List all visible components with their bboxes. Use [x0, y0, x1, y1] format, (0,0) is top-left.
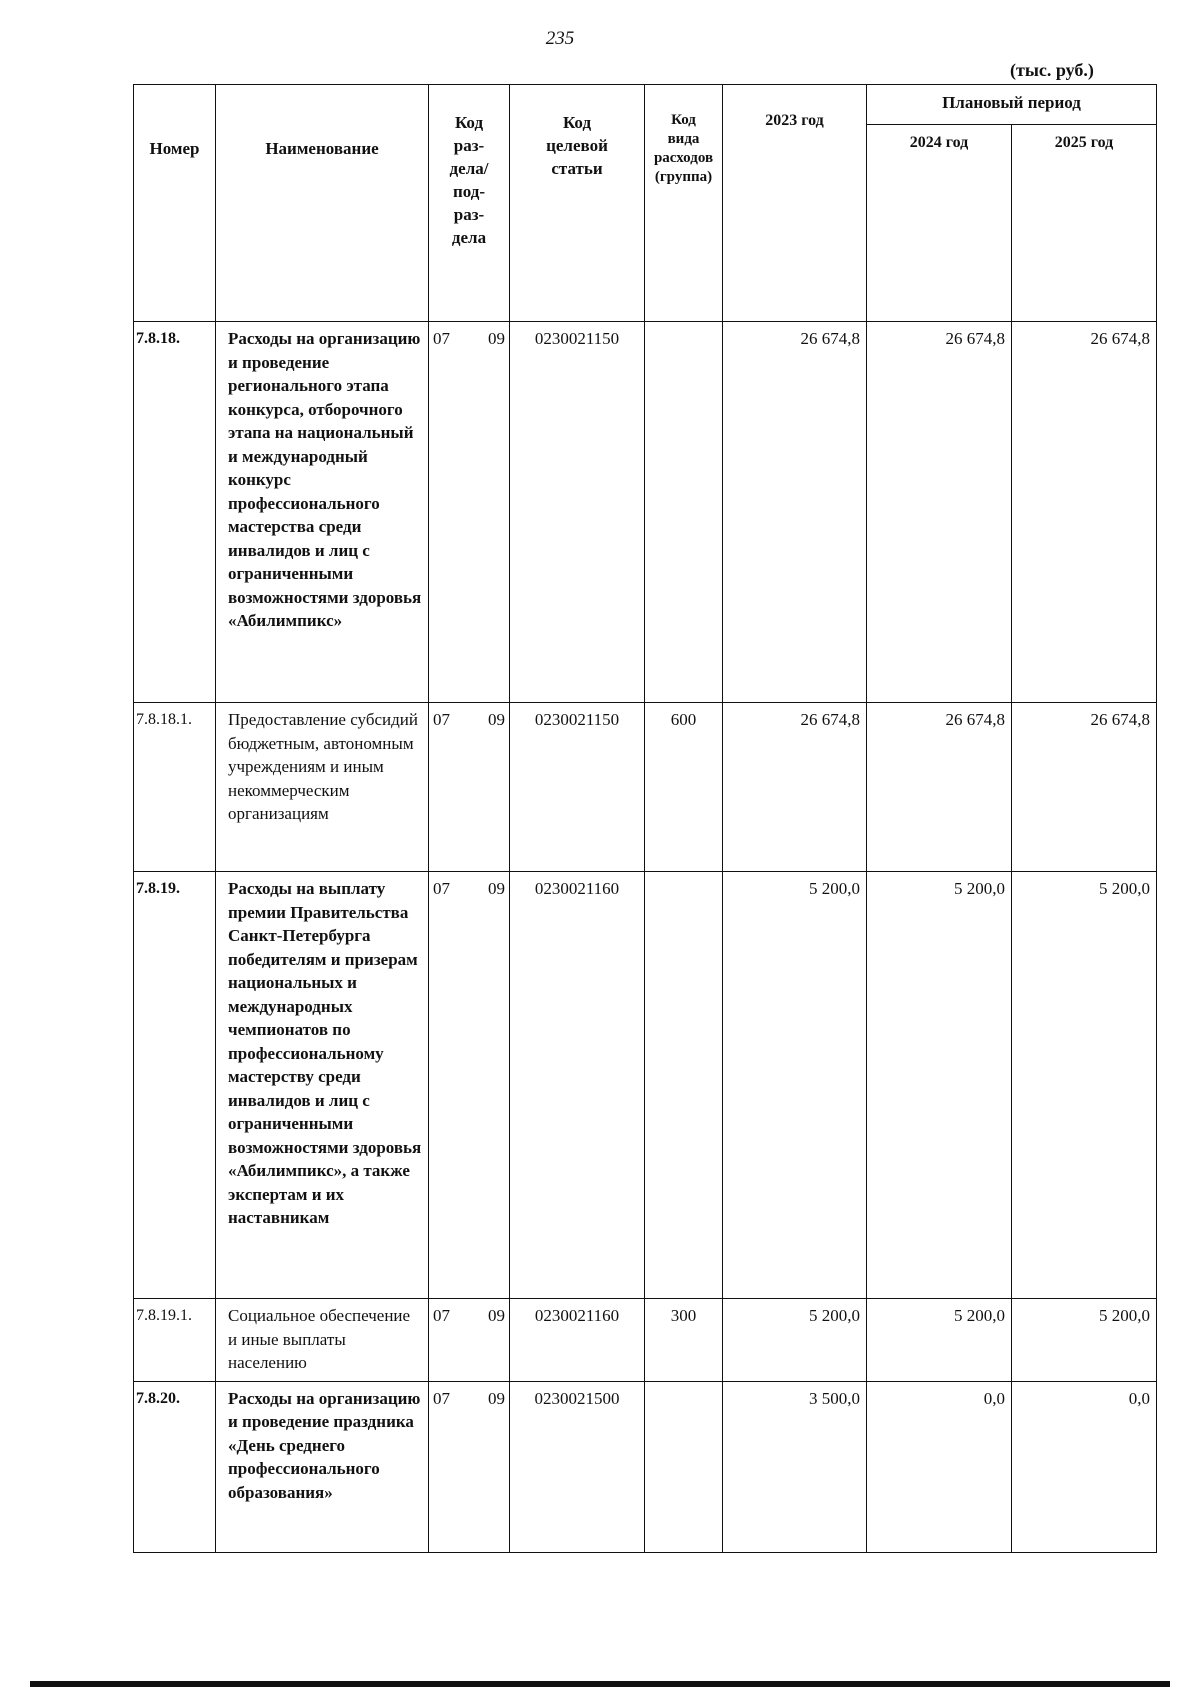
row-name: Расходы на организацию и проведение регионального этапа конкурса, отборочного этапа на национальный и международный конкурс профессионального мастерства среди инвалидов и лиц с ограниченными возможностями здоровья «Абилимпикс»: [216, 322, 429, 703]
row-section-code: [429, 1381, 510, 1552]
row-section-code: [429, 703, 510, 872]
section: 07: [433, 1388, 450, 1408]
header-target-code: [510, 85, 645, 322]
page-number: 235: [545, 28, 575, 49]
table-row: [134, 1381, 1157, 1552]
row-2024: 26 674,8: [867, 322, 1012, 703]
row-section-code: [429, 872, 510, 1299]
row-2024: 5 200,0: [867, 872, 1012, 1299]
row-2024: 0,0: [867, 1381, 1012, 1552]
row-2025: 26 674,8: [1012, 703, 1157, 872]
row-2024: 26 674,8: [867, 703, 1012, 872]
table-row: [134, 703, 1157, 872]
row-name: Расходы на организацию и проведение праздника «День среднего профессионального образования»: [216, 1381, 429, 1552]
row-target-code: 0230021150: [510, 703, 645, 872]
header-section-line: раз-: [453, 205, 485, 224]
table-row: [134, 322, 1157, 703]
row-name: Социальное обеспечение и иные выплаты населению: [216, 1299, 429, 1382]
header-target-line: статьи: [551, 159, 603, 178]
row-target-code: 0230021500: [510, 1381, 645, 1552]
row-2025: 5 200,0: [1012, 872, 1157, 1299]
row-2023: 5 200,0: [723, 872, 867, 1299]
footer-rule: [30, 1681, 1170, 1687]
row-section-code: [429, 1299, 510, 1382]
header-section-line: дела: [451, 228, 487, 247]
row-expense-code: [645, 872, 723, 1299]
header-section-code: [429, 85, 510, 322]
header-expense-code: [645, 85, 723, 322]
row-2025: 5 200,0: [1012, 1299, 1157, 1382]
row-number: 7.8.19.: [134, 872, 216, 1299]
row-2024: 5 200,0: [867, 1299, 1012, 1382]
section: 07: [433, 329, 450, 348]
section: 07: [433, 879, 450, 898]
header-section-line: раз-: [453, 136, 485, 155]
row-number: 7.8.20.: [134, 1381, 216, 1552]
section: 07: [433, 1306, 450, 1325]
header-year-2023: 2023 год: [723, 85, 867, 322]
row-name: Расходы на выплату премии Правительства Санкт-Петербурга победителям и призерам национальных и международных чемпионатов по профессиональному мастерству среди инвалидов и лиц с ограниченными возможностями здоровья «Абилимпикс», а также экспертам и их наставникам: [216, 872, 429, 1299]
header-expense-line: расходов: [653, 150, 714, 166]
header-number: Номер: [134, 85, 216, 322]
subsection: 09: [488, 329, 505, 348]
row-2023: 3 500,0: [723, 1381, 867, 1552]
row-2023: 26 674,8: [723, 703, 867, 872]
row-section-code: [429, 322, 510, 703]
row-target-code: 0230021160: [510, 872, 645, 1299]
row-target-code: 0230021160: [510, 1299, 645, 1382]
row-number: 7.8.19.1.: [134, 1299, 216, 1382]
row-expense-code: 600: [645, 703, 723, 872]
header-year-2024: 2024 год: [867, 125, 1012, 322]
header-planned-period: Плановый период: [867, 85, 1157, 125]
subsection: 09: [488, 1306, 505, 1325]
header-section-line: под-: [452, 182, 486, 201]
header-year-2025: 2025 год: [1012, 125, 1157, 322]
header-section-line: дела/: [449, 159, 489, 178]
row-2023: 5 200,0: [723, 1299, 867, 1382]
header-target-line: Код: [562, 113, 592, 132]
subsection: 09: [488, 879, 505, 898]
row-2023: 26 674,8: [723, 322, 867, 703]
row-expense-code: [645, 1381, 723, 1552]
header-expense-line: вида: [667, 131, 700, 147]
row-number: 7.8.18.1.: [134, 703, 216, 872]
row-2025: 0,0: [1012, 1381, 1157, 1552]
budget-table: [133, 84, 1157, 1553]
row-expense-code: 300: [645, 1299, 723, 1382]
table-row: [134, 1299, 1157, 1382]
subsection: 09: [488, 1388, 505, 1408]
subsection: 09: [488, 710, 505, 729]
table-row: [134, 872, 1157, 1299]
header-expense-line: (группа): [654, 169, 713, 185]
units-label: (тыс. руб.): [1010, 60, 1094, 80]
header-target-line: целевой: [546, 136, 608, 155]
header-expense-line: Код: [671, 112, 696, 128]
row-name: Предоставление субсидий бюджетным, автономным учреждениям и иным некоммерческим организациям: [216, 703, 429, 872]
row-expense-code: [645, 322, 723, 703]
row-2025: 26 674,8: [1012, 322, 1157, 703]
header-section-line: Код: [454, 113, 484, 132]
section: 07: [433, 710, 450, 729]
row-target-code: 0230021150: [510, 322, 645, 703]
row-number: 7.8.18.: [134, 322, 216, 703]
header-name: Наименование: [216, 85, 429, 322]
